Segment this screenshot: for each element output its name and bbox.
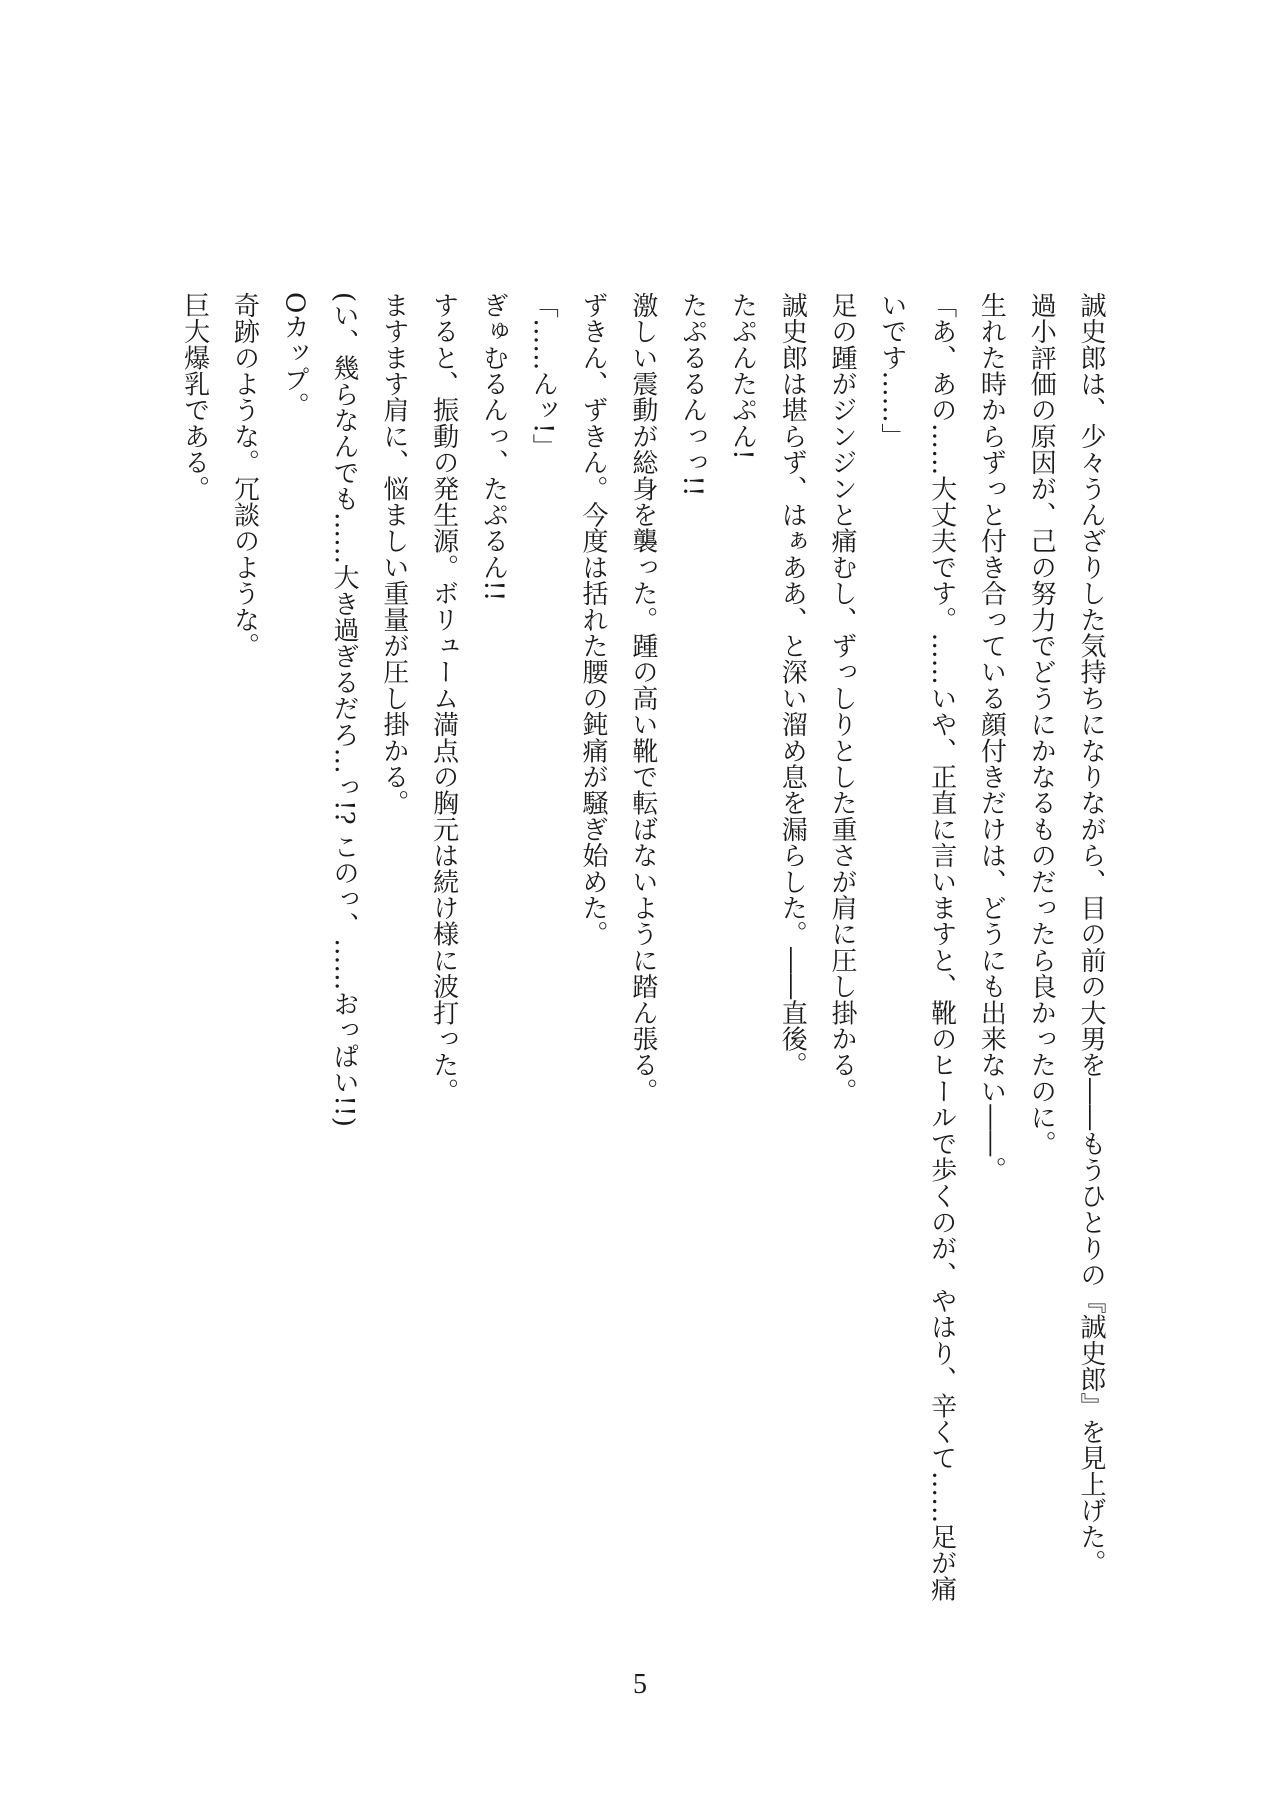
text-line: 誠史郎は堪らず、はぁああ、と深い溜め息を漏らした。――直後。 xyxy=(777,292,808,1078)
text-line: すると、振動の発生源。ボリューム満点の胸元は続け様に波打った。 xyxy=(428,292,459,1105)
text-line: Oカップ。 xyxy=(279,292,310,419)
text-line: 誠史郎は、少々うんざりした気持ちになりながら、目の前の大男を――もうひとりの『誠史郎』を見上げた。 xyxy=(1076,292,1106,1576)
text-line: たぷるるんっっ!! xyxy=(677,292,708,497)
text-line: ますます肩に、悩ましい重量が圧し掛かる。 xyxy=(378,292,409,816)
text-line: ずきん、ずきん。今度は括れた腰の鈍痛が騒ぎ始めた。 xyxy=(578,292,609,947)
text-line: 奇跡のような。冗談のような。 xyxy=(229,292,260,659)
vertical-text-body xyxy=(169,292,1115,1612)
text-line: (い、幾らなんでも……大き過ぎるだろ…っ!? このっ、……おっぱい!!) xyxy=(329,292,360,1128)
text-line: いです……」 xyxy=(876,292,907,450)
text-line: 生れた時からずっと付き合っている顔付きだけは、どうにも出来ない――。 xyxy=(976,292,1007,1183)
text-line: 足の踵がジンジンと痛むし、ずっしりとした重さが肩に圧し掛かる。 xyxy=(827,292,858,1105)
text-line: 過小評価の原因が、己の努力でどうにかなるものだったら良かったのに。 xyxy=(1026,292,1057,1157)
text-line: 巨大爆乳である。 xyxy=(179,292,210,502)
text-line: 「あ、あの……大丈夫です。……いや、正直に言いますと、靴のヒールで歩くのが、やはり、辛くて……足が痛 xyxy=(926,292,957,1602)
text-line: ぎゅむるんっ、たぷるん!! xyxy=(478,292,509,602)
text-line: 「……んッ!」 xyxy=(528,292,559,460)
text-line: 激しい震動が総身を襲った。踵の高い靴で転ばないように踏ん張る。 xyxy=(627,292,658,1105)
page-number: 5 xyxy=(633,1669,647,1700)
text-line: たぷんたぷん! xyxy=(727,292,758,460)
